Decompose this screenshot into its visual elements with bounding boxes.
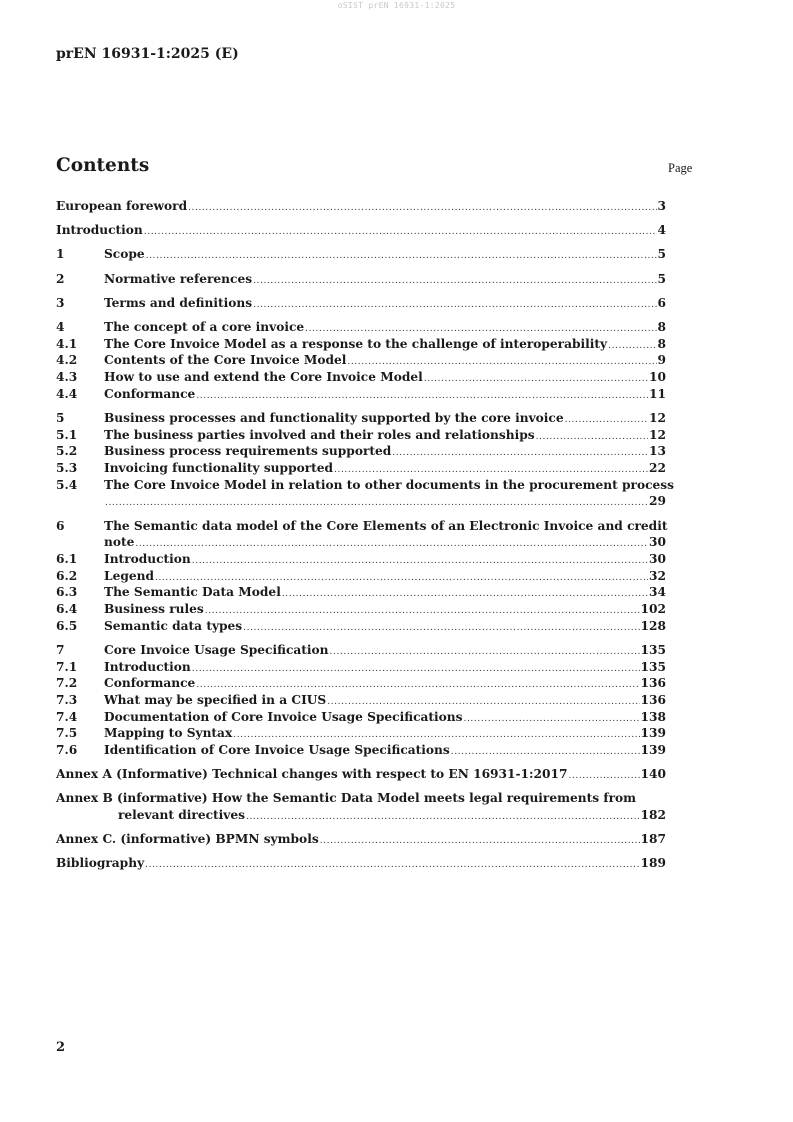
dot-leader	[188, 200, 656, 217]
toc-page: 12	[649, 427, 666, 442]
dot-leader	[320, 833, 640, 850]
toc-entry-annex-b[interactable]	[56, 790, 666, 807]
toc-page: 13	[649, 444, 666, 459]
toc-entry-5-1[interactable]	[56, 427, 666, 444]
toc-entry-annex-a[interactable]	[56, 766, 666, 783]
toc-page: 139	[640, 726, 666, 741]
toc-entry-4-2[interactable]	[56, 352, 666, 369]
toc-entry-5-2[interactable]	[56, 443, 666, 460]
toc-title: The Core Invoice Model in relation to other documents in the procurement process	[104, 477, 675, 492]
toc-title: How to use and extend the Core Invoice Model	[104, 370, 423, 384]
toc-title: The Semantic data model of the Core Elements of an Electronic Invoice and credit	[104, 518, 668, 533]
toc-page: 139	[640, 742, 666, 757]
toc-entry-3[interactable]	[56, 295, 666, 312]
dot-leader	[146, 248, 657, 265]
toc-number: 1	[56, 247, 65, 262]
toc-entry-6[interactable]	[56, 518, 666, 535]
toc-entry-4-1[interactable]	[56, 336, 666, 353]
toc-title: Mapping to Syntax	[104, 726, 233, 741]
toc-page: 135	[640, 659, 666, 674]
toc-page: 136	[640, 692, 666, 707]
toc-number: 7.5	[56, 726, 78, 741]
toc-number: 4.3	[56, 370, 78, 384]
page-number: 2	[56, 1040, 66, 1055]
toc-number: 5.3	[56, 460, 78, 475]
toc-title: The Semantic Data Model	[104, 585, 281, 600]
toc-page: 189	[640, 856, 666, 871]
page-column-label: Page	[668, 161, 693, 175]
toc-title: Annex A (Informative) Technical changes with respect to EN 16931-1:2017	[56, 767, 568, 782]
toc-entry-7-6[interactable]	[56, 742, 666, 759]
toc-page: 182	[640, 808, 666, 822]
toc-number: 6.2	[56, 568, 78, 583]
toc-page: 136	[640, 676, 666, 691]
toc-page: 10	[649, 370, 666, 384]
toc-title: Contents of the Core Invoice Model	[104, 353, 347, 368]
document-id: prEN 16931-1:2025 (E)	[56, 46, 239, 62]
toc-page: 138	[640, 709, 666, 724]
toc-number: 7.6	[56, 742, 78, 757]
toc-page: 187	[640, 832, 666, 847]
toc-page: 8	[657, 319, 666, 334]
toc-number: 7.1	[56, 659, 78, 674]
dot-leader	[246, 809, 640, 826]
toc-entry-6-5[interactable]	[56, 618, 666, 635]
toc-entry-4-3[interactable]	[56, 369, 666, 386]
toc-title: note	[104, 535, 135, 550]
toc-title: The business parties involved and their roles and relationships	[104, 427, 535, 442]
toc-page: 9	[657, 353, 666, 368]
toc-page: 12	[649, 410, 666, 425]
dot-leader	[451, 744, 640, 761]
toc-number: 2	[56, 271, 65, 286]
toc-number: 3	[56, 295, 65, 310]
toc-number: 5	[56, 410, 65, 425]
toc-page: 32	[649, 568, 666, 583]
toc-entry-7-1[interactable]	[56, 659, 666, 676]
toc-number: 4.2	[56, 353, 78, 368]
dot-leader	[253, 297, 656, 314]
toc-page: 22	[649, 460, 666, 475]
toc-page: 5	[657, 247, 666, 262]
toc-title: Introduction	[104, 659, 191, 674]
toc-title: Business process requirements supported	[104, 444, 392, 459]
toc-number: 7	[56, 642, 65, 657]
toc-entry-6-1[interactable]	[56, 551, 666, 568]
toc-entry-6-3[interactable]	[56, 584, 666, 601]
toc-number: 6.5	[56, 618, 78, 633]
toc-page: 30	[649, 551, 666, 566]
toc-page: 5	[657, 271, 666, 286]
toc-title: Annex C. (informative) BPMN symbols	[56, 832, 319, 847]
toc-title: Annex B (informative) How the Semantic Data Model meets legal requirements from	[56, 791, 637, 806]
toc-entry-5-4[interactable]	[56, 477, 675, 494]
toc-page: 3	[657, 199, 666, 213]
toc-title: Terms and definitions	[104, 295, 253, 310]
toc-entry-7[interactable]	[56, 642, 666, 659]
toc-page: 29	[649, 494, 666, 509]
toc-number: 6.1	[56, 551, 78, 566]
toc-entry-5-4-continuation	[56, 493, 666, 510]
toc-entry-6-4[interactable]	[56, 601, 666, 618]
toc-entry-5-3[interactable]	[56, 460, 666, 477]
toc-entry-2[interactable]	[56, 271, 666, 288]
toc-number: 4.1	[56, 336, 78, 351]
toc-number: 6.4	[56, 601, 78, 616]
toc-entry-bibliography[interactable]	[56, 855, 666, 872]
toc-entry-7-3[interactable]	[56, 692, 666, 709]
toc-entry-4-4[interactable]	[56, 386, 666, 403]
toc-title: Normative references	[104, 271, 253, 286]
toc-title: Business processes and functionality supported by the core invoice	[104, 410, 564, 425]
toc-number: 7.4	[56, 709, 78, 724]
toc-number: 4.4	[56, 386, 78, 401]
toc-title: Bibliography	[56, 856, 145, 871]
toc-title: Conformance	[104, 676, 196, 691]
toc-page: 102	[640, 601, 666, 616]
toc-number: 4	[56, 319, 65, 334]
watermark: oSIST prEN 16931-1:2025	[337, 1, 456, 10]
toc-page: 135	[640, 642, 666, 657]
toc-number: 6.3	[56, 585, 78, 600]
toc-entry-7-4[interactable]	[56, 709, 666, 726]
toc-entry-7-2[interactable]	[56, 675, 666, 692]
toc-entry-introduction[interactable]	[56, 222, 666, 239]
toc-title: Identification of Core Invoice Usage Specifications	[104, 742, 450, 757]
toc-title: Scope	[104, 247, 145, 262]
toc-title: The concept of a core invoice	[104, 319, 305, 334]
toc-number: 7.2	[56, 676, 78, 691]
toc-entry-4[interactable]	[56, 319, 666, 336]
toc-number: 7.3	[56, 692, 78, 707]
toc-page: 4	[657, 223, 666, 238]
toc-entry-6-2[interactable]	[56, 568, 666, 585]
toc-title: Introduction	[56, 223, 143, 238]
toc-title: Conformance	[104, 386, 196, 401]
toc-entry-5[interactable]	[56, 410, 666, 427]
toc-number: 5.1	[56, 427, 78, 442]
dot-leader	[568, 768, 639, 785]
toc-page: 11	[649, 386, 666, 401]
toc-title: Invoicing functionality supported	[104, 460, 334, 475]
toc-title: European foreword	[56, 199, 188, 213]
page-title: Contents	[56, 155, 150, 176]
toc-title: Business rules	[104, 601, 204, 616]
toc-title: relevant directives	[118, 808, 245, 822]
toc-entry-6-continuation	[56, 534, 666, 551]
toc-number: 5.2	[56, 444, 78, 459]
toc-entry-foreword[interactable]	[56, 198, 666, 215]
toc-entry-1[interactable]	[56, 246, 666, 263]
dot-leader	[144, 224, 657, 241]
toc-title: Core Invoice Usage Specification	[104, 642, 329, 657]
table-of-contents	[56, 198, 675, 872]
dot-leader	[253, 273, 656, 290]
dot-leader	[145, 857, 639, 874]
toc-title: Legend	[104, 568, 154, 583]
toc-title: The Core Invoice Model as a response to the challenge of interoperability	[104, 336, 608, 351]
toc-entry-annex-c[interactable]	[56, 831, 666, 848]
toc-title: Introduction	[104, 551, 191, 566]
toc-title: What may be specified in a CIUS	[104, 692, 327, 707]
toc-entry-7-5[interactable]	[56, 725, 666, 742]
toc-entry-annex-b-continuation	[56, 807, 666, 824]
toc-title: Documentation of Core Invoice Usage Specifications	[104, 709, 463, 724]
dot-leader	[105, 495, 648, 512]
toc-page: 6	[657, 295, 666, 310]
toc-number: 6	[56, 518, 65, 533]
toc-page: 140	[640, 767, 666, 782]
toc-page: 128	[640, 618, 666, 633]
dot-leader	[243, 620, 639, 637]
toc-title: Semantic data types	[104, 618, 243, 633]
toc-number: 5.4	[56, 477, 78, 492]
toc-page: 34	[649, 585, 666, 600]
toc-page: 30	[649, 535, 666, 550]
toc-page: 8	[657, 336, 666, 351]
dot-leader	[196, 388, 648, 405]
